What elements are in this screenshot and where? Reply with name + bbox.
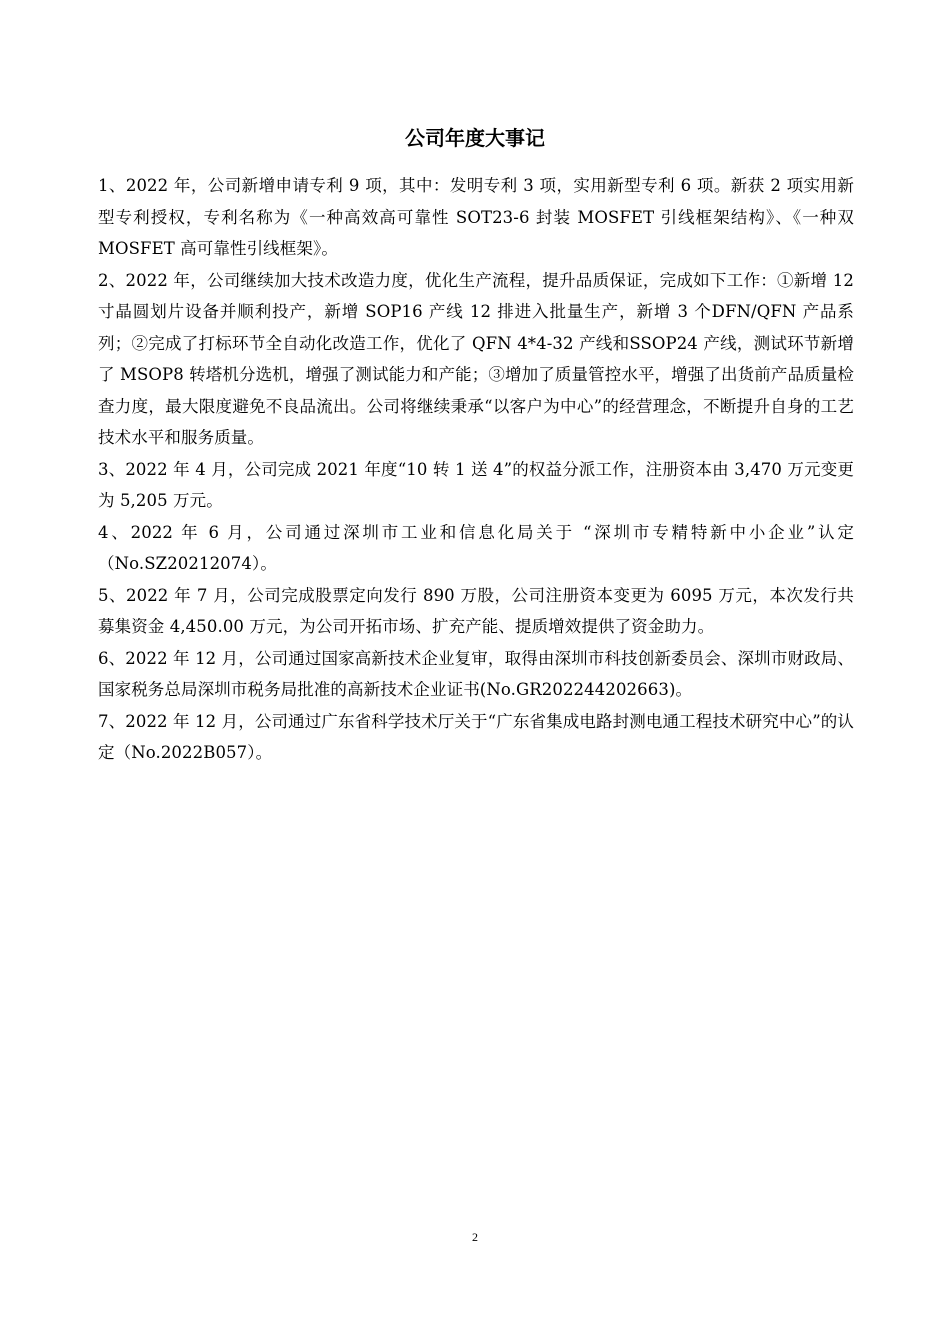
event-item-5: 5、2022 年 7 月，公司完成股票定向发行 890 万股，公司注册资本变更为 6095 万元，本次发行共募集资金 4,450.00 万元，为公司开拓市场、扩充产能、提质增效提供了资金助力。: [98, 585, 854, 636]
page-title: 公司年度大事记: [405, 126, 545, 150]
event-item-2: 2、2022 年，公司继续加大技术改造力度，优化生产流程，提升品质保证，完成如下工作：①新增 12 寸晶圆划片设备并顺利投产，新增 SOP16 产线 12 排进入批量生产，新增 3 个DFN/QFN 产品系列；②完成了打标环节全自动化改造工作，优化了 QFN 4*4-32 产线和SSOP24 产线，测试环节新增了 MSOP8 转塔机分选机，增强了测试能力和产能；③增加了质量管控水平，增强了出货前产品质量检查力度，最大限度避免不良品流出。公司将继续秉承“以客户为中心”的经营理念，不断提升自身的工艺技术水平和服务质量。: [98, 270, 854, 447]
event-item-4: 4、2022 年 6 月，公司通过深圳市工业和信息化局关于 “深圳市专精特新中小企业”认定（No.SZ20212074）。: [98, 522, 854, 573]
page-number: 2: [472, 1230, 478, 1244]
event-item-1: 1、2022 年，公司新增申请专利 9 项，其中：发明专利 3 项，实用新型专利 6 项。新获 2 项实用新型专利授权，专利名称为《一种高效高可靠性 SOT23-6 封装 MOSFET 引线框架结构》、《一种双 MOSFET 高可靠性引线框架》。: [98, 176, 854, 258]
event-item-3: 3、2022 年 4 月，公司完成 2021 年度“10 转 1 送 4”的权益分派工作，注册资本由 3,470 万元变更为 5,205 万元。: [98, 459, 854, 510]
events-list: [98, 170, 854, 769]
event-item-6: 6、2022 年 12 月，公司通过国家高新技术企业复审，取得由深圳市科技创新委员会、深圳市财政局、国家税务总局深圳市税务局批准的高新技术企业证书(No.GR202244202663)。: [98, 648, 854, 699]
event-item-7: 7、2022 年 12 月，公司通过广东省科学技术厅关于“广东省集成电路封测电通工程技术研究中心”的认定（No.2022B057）。: [98, 711, 854, 762]
